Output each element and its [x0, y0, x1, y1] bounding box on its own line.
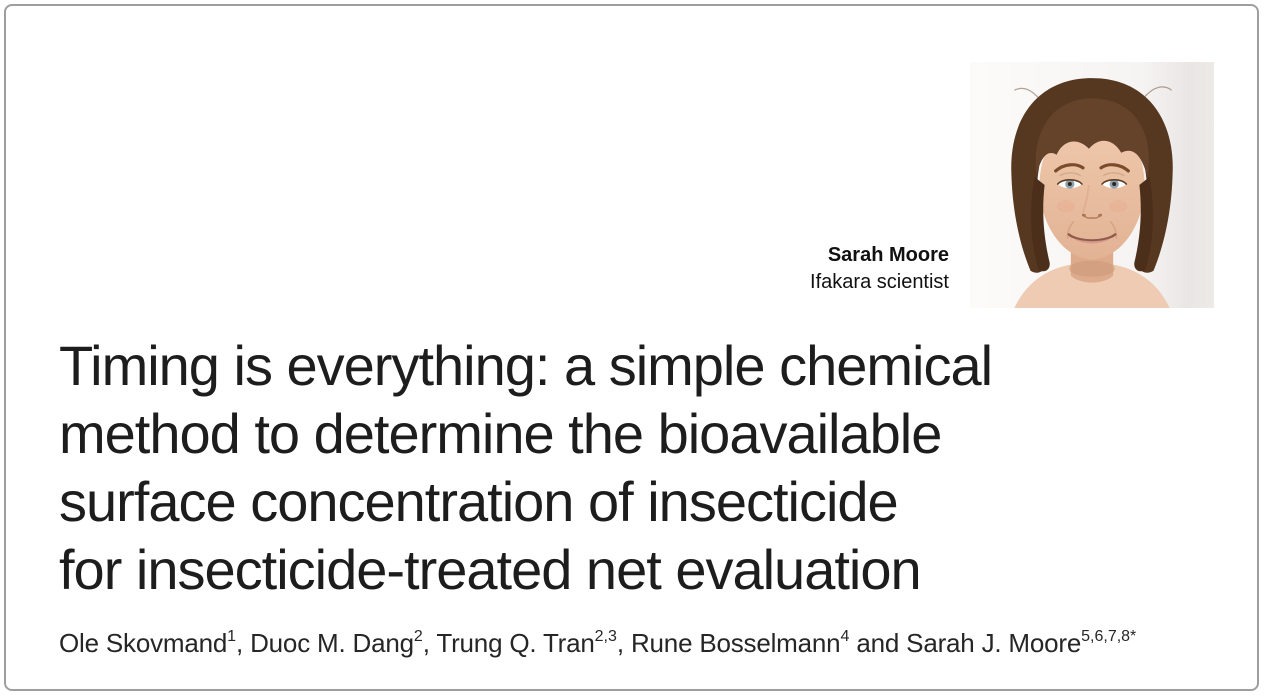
author-separator: , — [616, 628, 631, 658]
author-byline — [59, 628, 1136, 659]
author-affiliation-superscript: 5,6,7,8* — [1081, 628, 1137, 646]
paper-title-line: for insecticide-treated net evaluation — [59, 538, 921, 601]
author-name: Trung Q. Tran — [436, 628, 595, 658]
author-affiliation-superscript: 1 — [227, 628, 237, 646]
author-name: Ole Skovmand — [59, 628, 228, 658]
author-affiliation-superscript: 2 — [413, 628, 423, 646]
paper-title-line: surface concentration of insecticide — [59, 470, 898, 533]
photo-caption — [810, 242, 949, 296]
author-name: Sarah J. Moore — [906, 628, 1082, 658]
photo-caption-role: Ifakara scientist — [810, 271, 949, 293]
author-affiliation-superscript: 2,3 — [594, 628, 617, 646]
author-name: Duoc M. Dang — [250, 628, 414, 658]
page-card — [4, 4, 1259, 691]
portrait-photo — [970, 62, 1214, 308]
author-name: Rune Bosselmann — [630, 628, 841, 658]
paper-title — [59, 332, 992, 604]
author-separator: and — [849, 628, 907, 658]
author-affiliation-superscript: 4 — [840, 628, 850, 646]
paper-title-line: Timing is everything: a simple chemical — [59, 334, 993, 397]
paper-title-line: method to determine the bioavailable — [59, 402, 942, 465]
author-separator: , — [236, 628, 251, 658]
photo-caption-name: Sarah Moore — [827, 244, 949, 266]
author-separator: , — [422, 628, 437, 658]
portrait-illustration — [970, 62, 1214, 308]
